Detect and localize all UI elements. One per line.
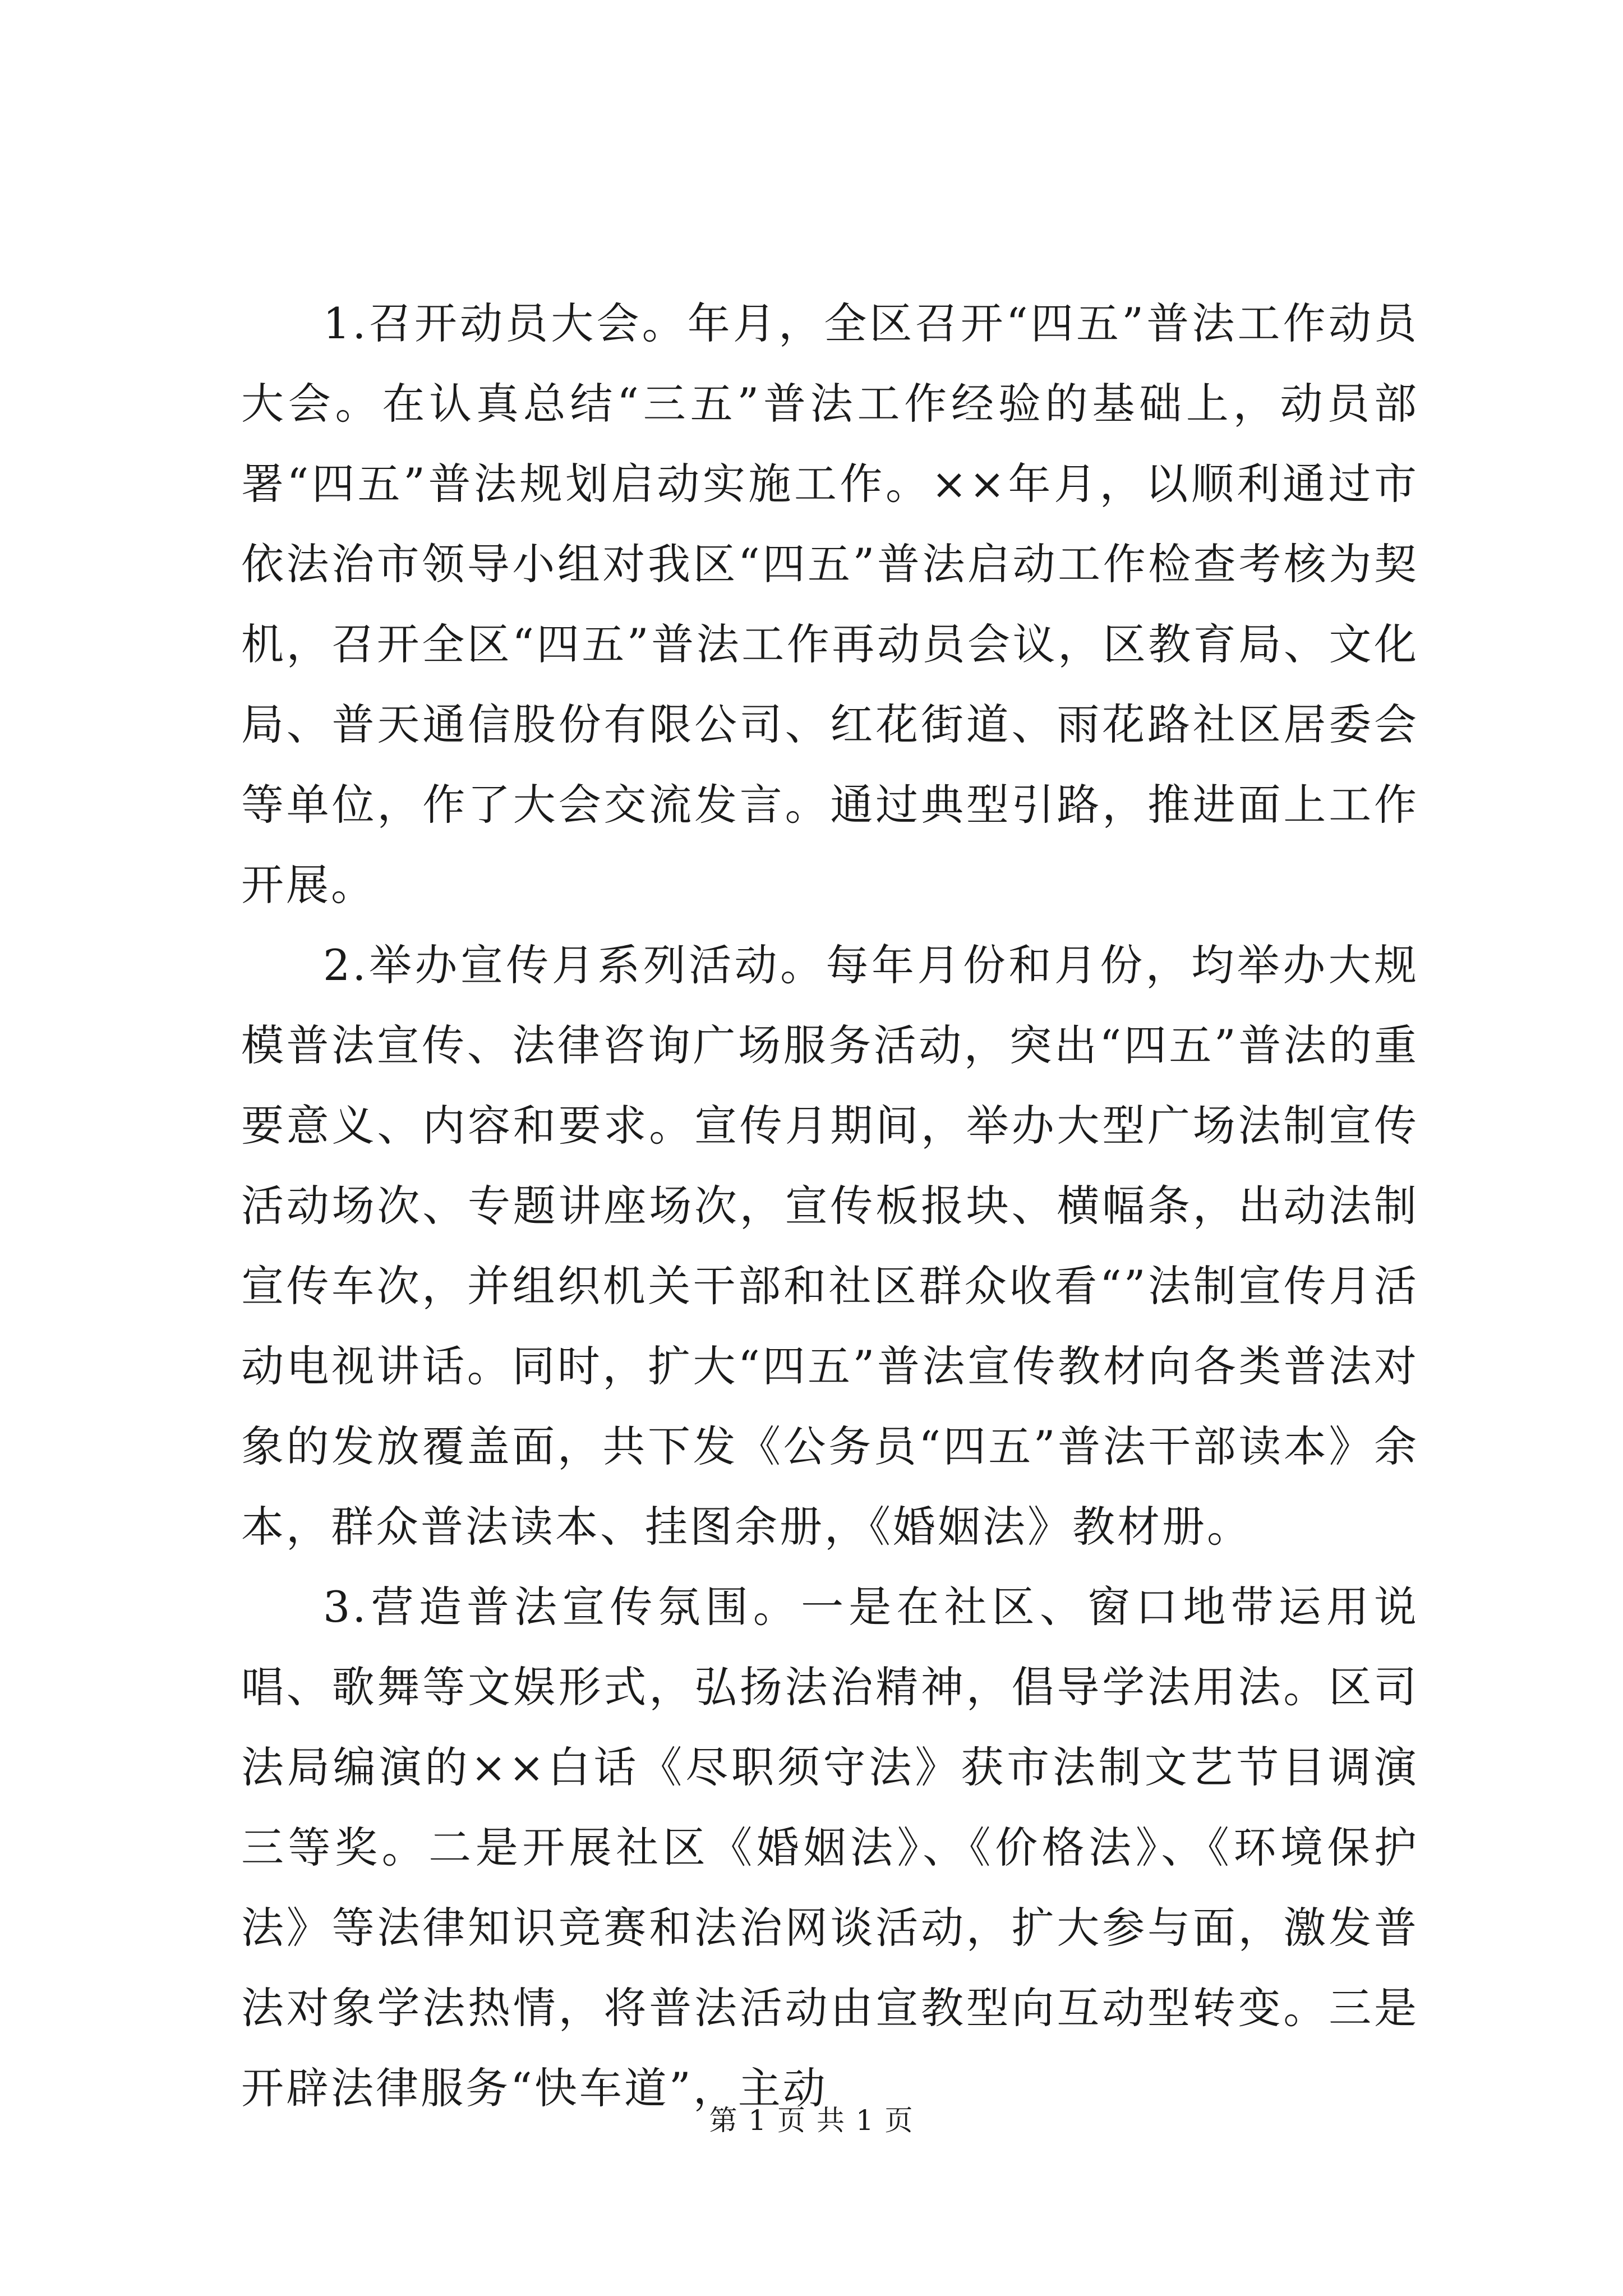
paragraph-3: 3.营造普法宣传氛围。一是在社区、窗口地带运用说唱、歌舞等文娱形式，弘扬法治精神，倡导学法用法。区司法局编演的××白话《尽职须守法》获市法制文艺节目调演三等奖。二是开展社区《婚姻法》、《价格法》、《环境保护法》等法律知识竞赛和法治网谈活动，扩大参与面，激发普法对象学法热情，将普法活动由宣教型向互动型转变。三是开辟法律服务“快车道”，主动 (241, 1582, 1419, 2113)
document-body (241, 283, 1419, 2128)
paragraph-1: 1.召开动员大会。年月，全区召开“四五”普法工作动员大会。在认真总结“三五”普法工作经验的基础上，动员部署“四五”普法规划启动实施工作。××年月，以顺利通过市依法治市领导小组对我区“四五”普法启动工作检查考核为契机，召开全区“四五”普法工作再动员会议，区教育局、文化局、普天通信股份有限公司、红花街道、雨花路社区居委会等单位，作了大会交流发言。通过典型引路，推进面上工作开展。 (241, 298, 1419, 910)
page-footer: 第 1 页 共 1 页 (709, 2104, 914, 2137)
paragraph-2: 2.举办宣传月系列活动。每年月份和月份，均举办大规模普法宣传、法律咨询广场服务活动，突出“四五”普法的重要意义、内容和要求。宣传月期间，举办大型广场法制宣传活动场次、专题讲座场次，宣传板报块、横幅条，出动法制宣传车次，并组织机关干部和社区群众收看“”法制宣传月活动电视讲话。同时，扩大“四五”普法宣传教材向各类普法对象的发放覆盖面，共下发《公务员“四五”普法干部读本》余本，群众普法读本、挂图余册，《婚姻法》教材册。 (241, 940, 1419, 1552)
